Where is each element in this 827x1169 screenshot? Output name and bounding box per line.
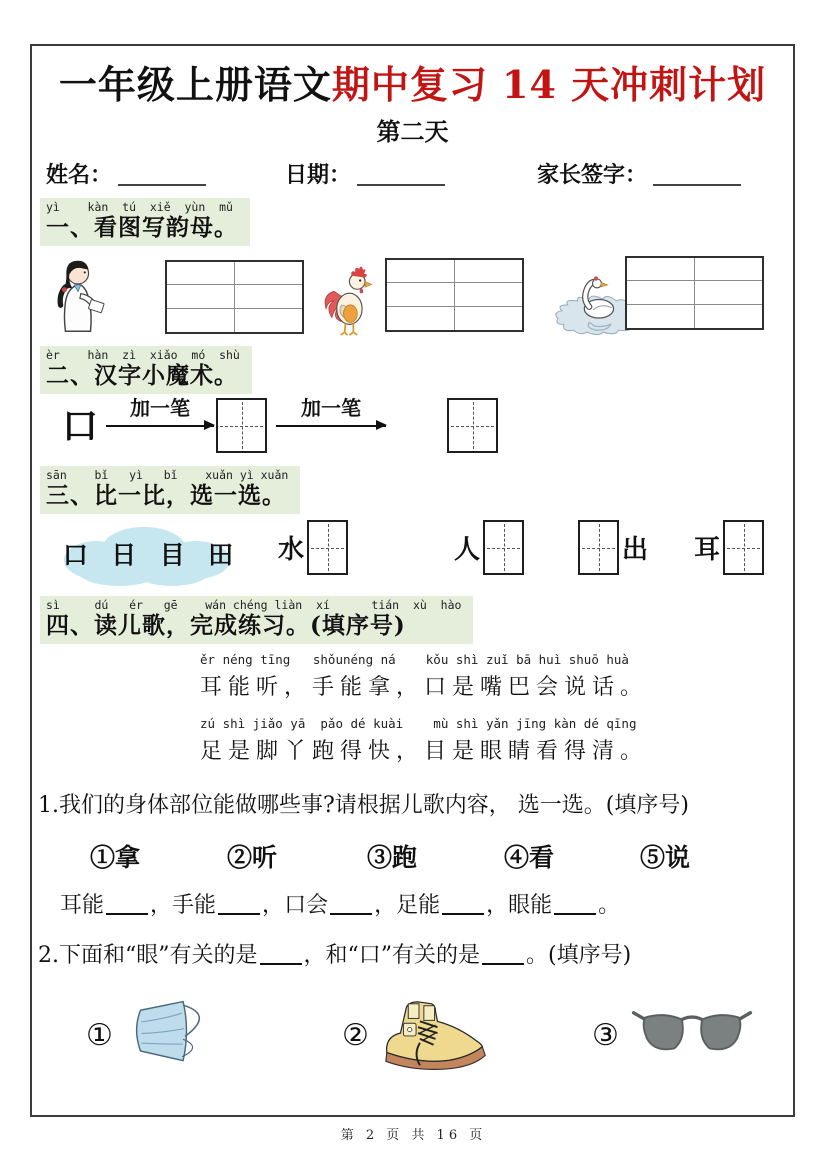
circled-number-1: ① [86, 1018, 113, 1053]
compare-item-2 [454, 520, 524, 575]
name-label: 姓名： [46, 162, 113, 188]
grid-cell [167, 285, 235, 308]
fill-blank [442, 891, 484, 915]
fill-prefix: 足能 [396, 893, 441, 918]
option-5: ⑤说 [640, 843, 691, 872]
section3-pinyin: sān bǐ yì bǐ xuǎn yì xuǎn [46, 468, 289, 482]
compare-char: 人 [454, 535, 481, 565]
separator: ， [262, 893, 285, 918]
option-4: ④看 [504, 843, 555, 872]
compare-item-4 [694, 520, 764, 575]
face-mask-picture [125, 992, 217, 1080]
compare-char: 水 [278, 535, 305, 565]
write-box [307, 520, 348, 575]
date-label: 日期： [285, 162, 352, 188]
fill-blank [330, 891, 372, 915]
fill-blank [260, 941, 302, 965]
arrow-line-icon [276, 425, 386, 427]
grid-cell [387, 283, 455, 306]
add-stroke-arrow-1 [106, 398, 214, 427]
poem-line-1-text: 耳能听，手能拿，口是嘴巴会说话。 [200, 675, 649, 700]
section2-title: 二、汉字小魔术。 [46, 362, 238, 390]
poem-line-2-text: 足是脚丫跑得快，目是眼睛看得清。 [200, 739, 649, 764]
section1-header [40, 198, 250, 246]
grid-cell [387, 260, 455, 283]
q2-part2: ，和“口”有关的是 [303, 943, 480, 968]
sneaker-picture [381, 994, 493, 1078]
fill-blank [106, 891, 148, 915]
date-field [285, 158, 445, 189]
option-1: ①拿 [90, 843, 141, 872]
circled-number-3: ③ [592, 1018, 619, 1053]
base-character: 口 [62, 405, 99, 447]
section4-title: 四、读儿歌，完成练习。(填序号) [46, 612, 406, 640]
fill-blank [218, 891, 260, 915]
fill-prefix: 手能 [172, 893, 217, 918]
choice-cloud [54, 516, 244, 594]
fill-blank [482, 941, 524, 965]
write-box [578, 520, 619, 575]
grid-cell [627, 258, 695, 281]
grid-cell [455, 260, 523, 283]
fill-in-line [60, 888, 620, 919]
compare-item-1 [278, 520, 348, 575]
girl-picture [48, 256, 106, 342]
option-2: ②听 [227, 843, 278, 872]
add-stroke-arrow-2 [276, 398, 386, 427]
fill-prefix: 眼能 [508, 893, 553, 918]
grid-cell [455, 307, 523, 330]
picture-option-1 [86, 992, 217, 1080]
section3-title: 三、比一比，选一选。 [46, 482, 286, 510]
grid-cell [695, 281, 763, 304]
circled-number-2: ② [342, 1018, 369, 1053]
add-stroke-label-1: 加一笔 [130, 396, 190, 420]
separator: ， [486, 893, 509, 918]
options-row [32, 838, 793, 872]
compare-char: 耳 [694, 535, 721, 565]
pinyin-grid-1 [165, 260, 304, 334]
section2-header [40, 346, 252, 394]
rooster-picture [320, 262, 374, 342]
grid-cell [695, 305, 763, 328]
page-footer: 第 2 页 共 16 页 [340, 1128, 487, 1143]
fill-prefix: 耳能 [60, 893, 105, 918]
pinyin-grid-2 [385, 258, 524, 332]
parent-sign-label: 家长签字： [537, 162, 648, 188]
title-grade-part: 一年级上册语文 [58, 62, 332, 107]
name-field [46, 158, 206, 189]
section3-header [40, 466, 300, 514]
add-stroke-label-2: 加一笔 [301, 396, 361, 420]
page-title [32, 54, 793, 109]
q2-part3: 。(填序号) [526, 943, 632, 968]
write-box [483, 520, 524, 575]
compare-char: 出 [622, 535, 649, 565]
worksheet-border-box [30, 44, 795, 1117]
title-plan-part: 期中复习 14 天冲刺计划 [331, 62, 767, 107]
grid-cell [235, 285, 303, 308]
grid-cell [627, 281, 695, 304]
grid-cell [695, 258, 763, 281]
grid-cell [235, 309, 303, 332]
cloud-characters: 口 日 目 田 [62, 540, 236, 570]
day-subtitle: 第二天 [376, 117, 449, 146]
poem-line-2-pinyin: zú shì jiǎo yā pǎo dé kuài mù shì yǎn jīng kàn dé qīng [200, 716, 637, 731]
grid-cell [167, 262, 235, 285]
question-2-text [38, 938, 631, 969]
parent-sign-field [537, 158, 741, 189]
pinyin-grid-3 [625, 256, 764, 330]
section4-header [40, 596, 473, 644]
grid-cell [235, 262, 303, 285]
arrow-line-icon [106, 425, 214, 427]
sunglasses-picture [631, 1006, 753, 1066]
section1-title: 一、看图写韵母。 [46, 214, 238, 242]
header-fields-row [32, 158, 793, 192]
q2-part1: 2.下面和“眼”有关的是 [38, 943, 258, 968]
write-box-2 [447, 398, 498, 453]
parent-sign-blank-line [653, 162, 741, 186]
poem-line-1-pinyin: ěr néng tīng shǒunéng ná kǒu shì zuǐ bā huì shuō huà [200, 652, 629, 667]
section4-pinyin: sì dú ér gē wán chéng liàn xí tián xù hào [46, 598, 462, 612]
name-blank-line [118, 162, 206, 186]
section1-pinyin: yì kàn tú xiě yùn mǔ [46, 200, 233, 214]
fill-end: 。 [598, 893, 621, 918]
grid-cell [627, 305, 695, 328]
date-blank-line [357, 162, 445, 186]
grid-cell [387, 307, 455, 330]
poem-line-2 [200, 716, 648, 765]
grid-cell [455, 283, 523, 306]
grid-cell [167, 309, 235, 332]
picture-option-3 [592, 1006, 753, 1066]
fill-prefix: 口会 [284, 893, 329, 918]
question-1-text: 1.我们的身体部位能做哪些事?请根据儿歌内容， 选一选。(填序号) [38, 793, 689, 818]
section2-pinyin: èr hàn zì xiǎo mó shù [46, 348, 240, 362]
picture-option-2 [342, 994, 493, 1078]
option-3: ③跑 [367, 843, 418, 872]
separator: ， [374, 893, 397, 918]
write-box-1 [216, 398, 267, 453]
separator: ， [150, 893, 173, 918]
compare-item-3 [578, 520, 648, 575]
fill-blank [554, 891, 596, 915]
poem-line-1 [200, 652, 648, 701]
write-box [723, 520, 764, 575]
